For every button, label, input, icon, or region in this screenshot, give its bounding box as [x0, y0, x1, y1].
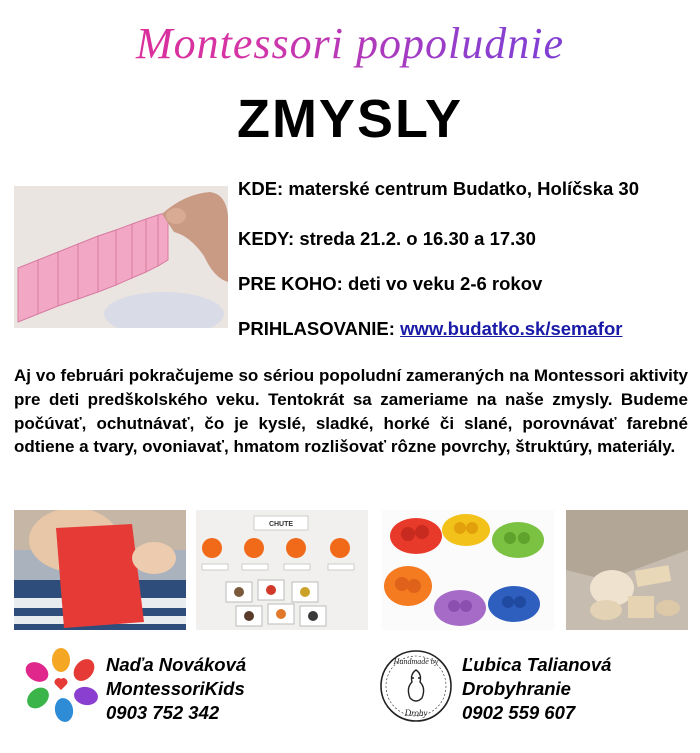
info-where	[238, 178, 639, 200]
drobyhranie-logo	[378, 648, 454, 724]
when-label: KEDY:	[238, 228, 295, 249]
contact-lubica	[462, 653, 611, 725]
contact-org: MontessoriKids	[106, 678, 245, 699]
contact-name: Naďa Nováková	[106, 654, 247, 675]
contact-nada	[106, 653, 246, 725]
taste-card-label: CHUTE	[268, 521, 294, 528]
where-label: KDE:	[238, 178, 284, 199]
wooden-shapes-photo	[566, 510, 688, 630]
contact-phone: 0903 752 342	[106, 702, 220, 723]
info-when	[238, 228, 536, 250]
for-label: PRE KOHO:	[238, 273, 343, 294]
event-description: Aj vo februári pokračujeme so sériou popoludní zameraných na Montessori aktivity pre deti predškolského veku. Tentokrát sa zameriame na naše zmysly. Budeme počúvať, ochutnávať, čo je kyslé, sladké, horké či slané, porovnávať farebné odtiene a tvary, ovoniavať, hmatom rozlišovať rôzne povrchy, štruktúry, materiály.	[14, 366, 688, 457]
info-for-whom	[238, 273, 542, 295]
pink-stairs-photo	[14, 186, 228, 328]
signup-label: PRIHLASOVANIE:	[238, 318, 395, 339]
for-value: deti vo veku 2-6 rokov	[347, 273, 543, 294]
event-title: ZMYSLY	[236, 89, 464, 149]
signup-link[interactable]: www.budatko.sk/semafor	[400, 318, 623, 339]
contact-org: Drobyhranie	[462, 678, 571, 699]
taste-cards-photo	[196, 510, 368, 630]
contact-phone: 0902 559 607	[462, 702, 576, 723]
logo-top-text: Handmade by	[393, 657, 439, 666]
event-subtitle: Montessori popoludnie	[0, 18, 700, 69]
where-value: materské centrum Budatko, Holíčska 30	[288, 178, 639, 199]
child-fabric-photo	[14, 510, 186, 630]
handprint-logo	[24, 648, 98, 722]
logo-bottom-text: Droby	[404, 708, 428, 718]
contact-name: Ľubica Talianová	[462, 654, 612, 675]
when-value: streda 21.2. o 16.30 a 17.30	[299, 228, 536, 249]
info-signup	[238, 318, 622, 340]
crochet-balls-photo	[382, 510, 554, 630]
